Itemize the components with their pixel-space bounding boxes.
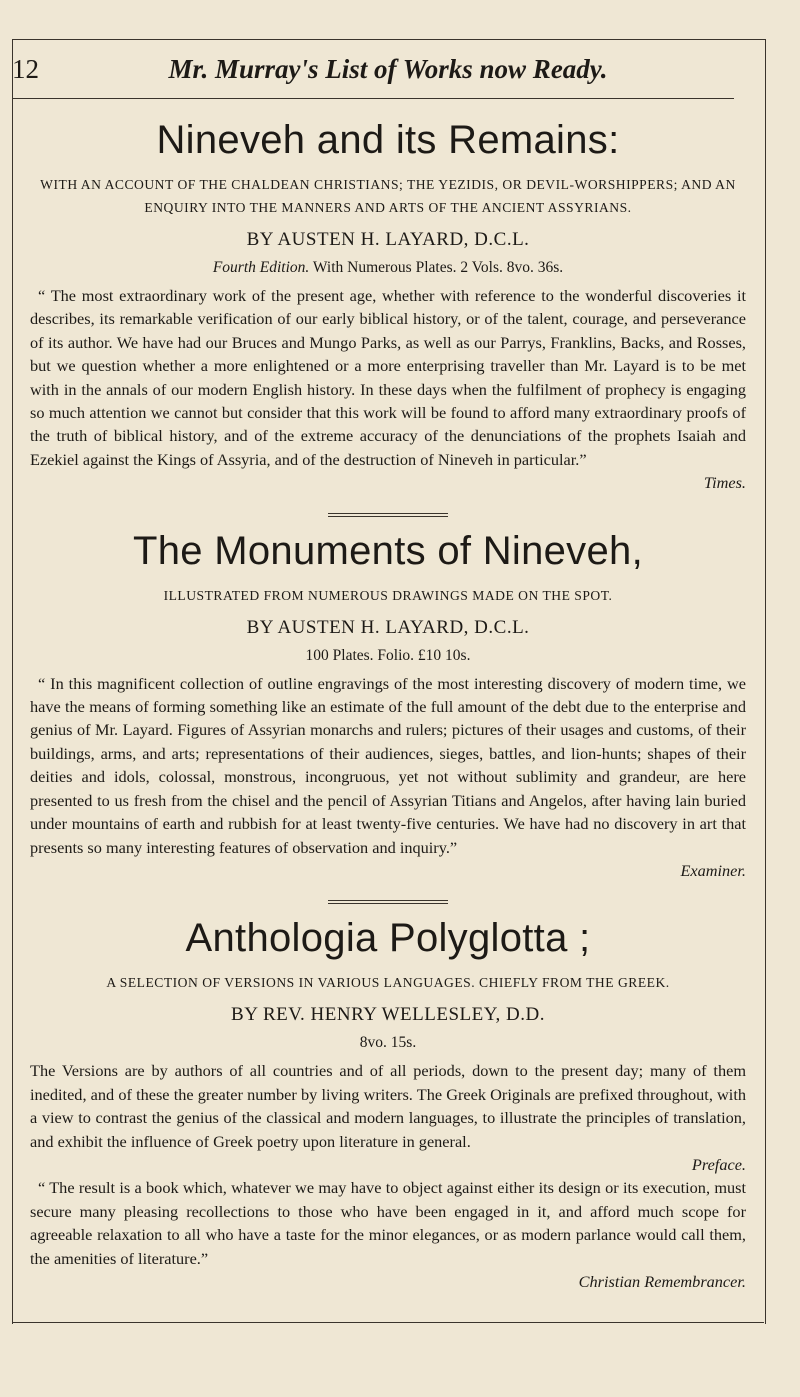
edition-label: Fourth Edition.: [212, 259, 310, 276]
listing-subtitle: ILLUSTRATED FROM NUMEROUS DRAWINGS MADE ON THE SPOT.: [163, 587, 613, 603]
description-source: Preface.: [691, 1154, 746, 1174]
listing-edition: [30, 259, 746, 277]
listing-anthologia-polyglotta: [30, 916, 746, 1293]
listing-title: The Monuments of Nineveh,: [133, 528, 643, 573]
review-source: Christian Remembrancer.: [578, 1271, 746, 1291]
edition-details: With Numerous Plates. 2 Vols. 8vo. 36s.: [312, 259, 564, 276]
page-content: [30, 118, 746, 1293]
listing-subtitle: WITH AN ACCOUNT OF THE CHALDEAN CHRISTIANS; THE YEZIDIS, OR DEVIL-WORSHIPPERS; AND AN ENQUIRY INTO THE MANNERS AND ARTS OF THE ANCIENT ASSYRIANS.: [40, 177, 736, 215]
listing-author: BY AUSTEN H. LAYARD, D.C.L.: [246, 616, 530, 638]
listing-edition: 8vo. 15s.: [359, 1034, 417, 1052]
listing-title: Anthologia Polyglotta ;: [185, 916, 591, 961]
running-title: Mr. Murray's List of Works now Ready.: [168, 54, 608, 84]
page-frame-bottom-rule: [12, 1322, 764, 1323]
listing-edition: 100 Plates. Folio. £10 10s.: [305, 646, 471, 664]
listing-subtitle: A SELECTION OF VERSIONS IN VARIOUS LANGUAGES. CHIEFLY FROM THE GREEK.: [106, 975, 670, 991]
review-source: Examiner.: [680, 860, 746, 880]
section-divider: [328, 513, 448, 517]
listing-nineveh-remains: [30, 118, 746, 495]
section-divider: [328, 900, 448, 904]
listing-monuments-nineveh: [30, 529, 746, 883]
review-source: Times.: [703, 473, 746, 493]
listing-title: Nineveh and its Remains:: [156, 118, 620, 162]
header-rule: [12, 98, 734, 99]
review-text: “ In this magnificent collection of outline engravings of the most interesting discovery of modern time, we have the means of forming something like an estimate of the full amount of the debt due to the enterprise and genius of Mr. Layard. Figures of Assyrian monarchs and rulers; pictures of their usages and customs, of their buildings, arms, and arts; representations of their audiences, sieges, battles, and lion-hunts; shapes of their deities and idols, colossal, monstrous, incongruous, yet not without sublimity and grandeur, are here presented to us fresh from the chisel and the pencil of Assyrian Titians and Angelos, after having lain buried under mountains of earth and rubbish for at least twenty-five centuries. We have had no discovery in art that presents so many interesting features of observation and inquiry.”: [30, 673, 746, 857]
running-header: [12, 54, 764, 94]
listing-author: BY AUSTEN H. LAYARD, D.C.L.: [246, 229, 530, 250]
review-text: “ The result is a book which, whatever we may have to object against either its design or its execution, must secure many pleasing recollections to those who have been engaged in it, and afford much scope for agreeable relaxation to all who have a taste for the minor elegances, or as modern parlance would call them, the amenities of literature.”: [30, 1178, 746, 1268]
page-number: 12: [12, 54, 39, 84]
listing-author: BY REV. HENRY WELLESLEY, D.D.: [231, 1004, 545, 1026]
review-text: “ The most extraordinary work of the present age, whether with reference to the wonderful discoveries it describes, its remarkable verification of our early biblical history, or of the talent, courage, and perseverance of its author. We have had our Bruces and Mungo Parks, as well as our Parrys, Franklins, Backs, and Rosses, but we question whether a more enlightened or a more enterprising traveller than Mr. Layard is to be met with in the annals of our modern English history. In these days when the fulfilment of prophecy is engaging so much attention we cannot but consider that this work will be found to afford many extraordinary proofs of the truth of biblical history, and of the extreme accuracy of the denunciations of the prophets Isaiah and Ezekiel against the Kings of Assyria, and of the destruction of Nineveh in particular.”: [30, 286, 746, 469]
description-text: The Versions are by authors of all countries and of all periods, down to the present day; many of them inedited, and of these the greater number by living writers. The Greek Originals are prefixed throughout, with a view to contrast the genius of the classical and modern languages, to illustrate the principles of translation, and exhibit the influence of Greek poetry upon literature in general.: [30, 1061, 746, 1151]
